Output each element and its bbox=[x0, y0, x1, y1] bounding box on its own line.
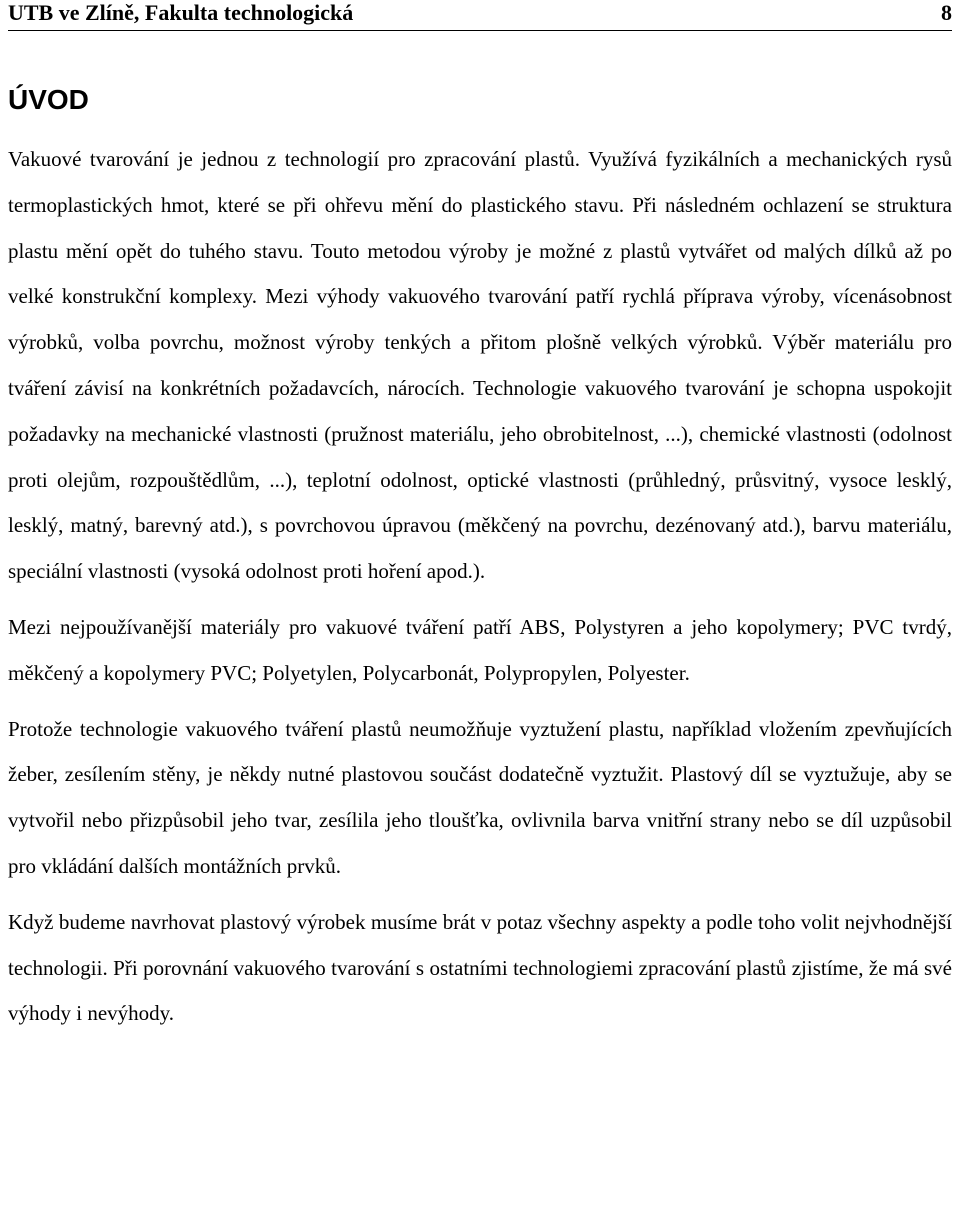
header-title: UTB ve Zlíně, Fakulta technologická bbox=[8, 0, 354, 25]
paragraph-materials: Mezi nejpoužívanější materiály pro vakuové tváření patří ABS, Polystyren a jeho kopolymery; PVC tvrdý, měkčený a kopolymery PVC; Polyetylen, Polycarbonát, Polypropylen, Polyester. bbox=[8, 614, 952, 685]
chapter-heading: ÚVOD bbox=[8, 84, 89, 115]
paragraph-technology-choice: Když budeme navrhovat plastový výrobek musíme brát v potaz všechny aspekty a podle toho volit nejvhodnější technologii. Při porovnání vakuového tvarování s ostatními technologiemi zpracování plastů zjistíme, že má své výhody i nevýhody. bbox=[8, 909, 952, 1026]
document-page bbox=[8, 0, 952, 1037]
paragraph-reinforcement: Protože technologie vakuového tváření plastů neumožňuje vyztužení plastu, například vložením zpevňujících žeber, zesílením stěny, je někdy nutné plastovou součást dodatečně vyztužit. Plastový díl se vyztužuje, aby se vytvořil nebo přizpůsobil jeho tvar, zesílila jeho tloušťka, ovlivnila barva vnitřní strany nebo se díl uzpůsobil pro vkládání dalších montážních prvků. bbox=[8, 716, 952, 878]
paragraph-intro: Vakuové tvarování je jednou z technologií pro zpracování plastů. Využívá fyzikálních a mechanických rysů termoplastických hmot, které se při ohřevu mění do plastického stavu. Při následném ochlazení se struktura plastu mění opět do tuhého stavu. Touto metodou výroby je možné z plastů vytvářet od malých dílků až po velké konstrukční komplexy. Mezi výhody vakuového tvarování patří rychlá příprava výroby, vícenásobnost výrobků, volba povrchu, možnost výroby tenkých a přitom plošně velkých výrobků. Výběr materiálu pro tváření závisí na konkrétních požadavcích, nárocích. Technologie vakuového tvarování je schopna uspokojit požadavky na mechanické vlastnosti (pružnost materiálu, jeho obrobitelnost, ...), chemické vlastnosti (odolnost proti olejům, rozpouštědlům, ...), teplotní odolnost, optické vlastnosti (průhledný, průsvitný, vysoce lesklý, lesklý, matný, barevný atd.), s povrchovou úpravou (měkčený na povrchu, dezénovaný atd.), barvu materiálu, speciální vlastnosti (vysoká odolnost proti hoření apod.). bbox=[8, 147, 952, 584]
page-header bbox=[8, 0, 952, 31]
page-number: 8 bbox=[941, 0, 952, 25]
